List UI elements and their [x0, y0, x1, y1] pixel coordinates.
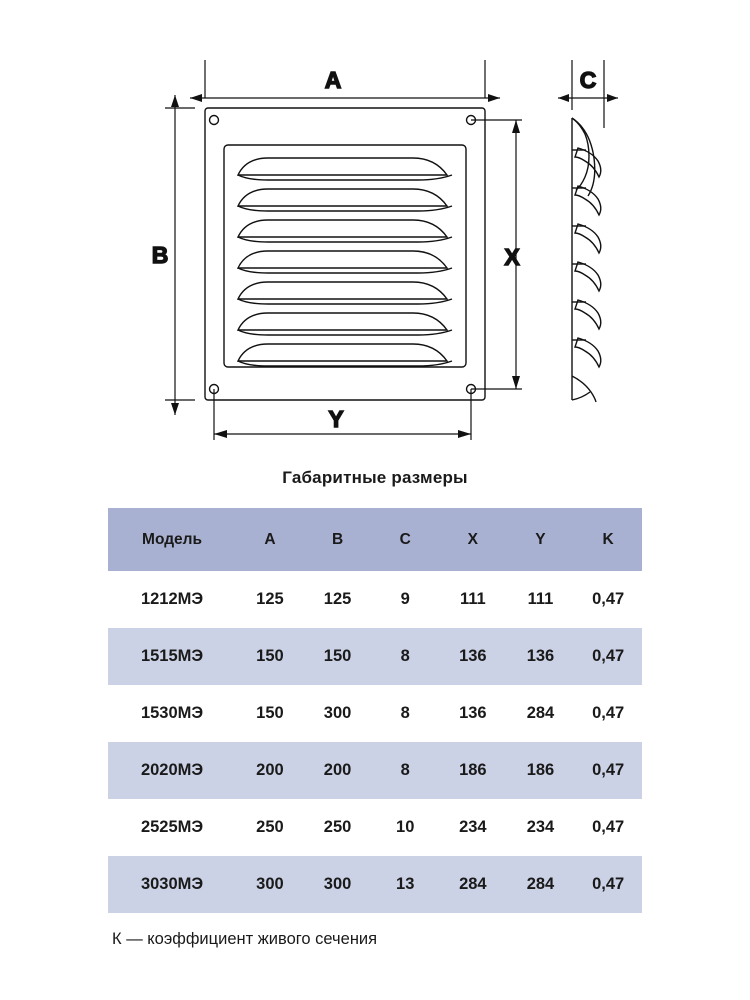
cell-model: 1515МЭ [108, 628, 236, 685]
table-row [108, 856, 642, 913]
cell-x: 111 [439, 571, 507, 628]
cell-k: 0,47 [574, 856, 642, 913]
cell-model: 3030МЭ [108, 856, 236, 913]
header-y: Y [507, 508, 575, 571]
cell-a: 150 [236, 685, 304, 742]
table-row [108, 799, 642, 856]
cell-y: 234 [507, 799, 575, 856]
table-row [108, 742, 642, 799]
label-y: Y [328, 406, 344, 432]
header-model: Модель [108, 508, 236, 571]
louver-blades [238, 158, 452, 366]
table-row [108, 685, 642, 742]
cell-model: 1212МЭ [108, 571, 236, 628]
header-a: A [236, 508, 304, 571]
cell-b: 300 [304, 856, 372, 913]
cell-c: 8 [371, 628, 439, 685]
screw-hole-top-left [210, 116, 219, 125]
table-header-row [108, 508, 642, 571]
header-x: X [439, 508, 507, 571]
dimension-a [190, 60, 500, 102]
table-footnote: К — коэффициент живого сечения [112, 930, 378, 948]
cell-x: 234 [439, 799, 507, 856]
grille-inner-frame [224, 145, 466, 367]
cell-model: 1530МЭ [108, 685, 236, 742]
cell-y: 284 [507, 685, 575, 742]
cell-y: 136 [507, 628, 575, 685]
cell-a: 250 [236, 799, 304, 856]
cell-b: 200 [304, 742, 372, 799]
side-section-view [572, 118, 601, 402]
cell-model: 2020МЭ [108, 742, 236, 799]
cell-a: 150 [236, 628, 304, 685]
spec-table [108, 508, 642, 913]
cell-k: 0,47 [574, 799, 642, 856]
spec-table-wrap [108, 508, 642, 913]
cell-c: 8 [371, 742, 439, 799]
cell-a: 125 [236, 571, 304, 628]
dimension-b [165, 95, 195, 415]
cell-a: 200 [236, 742, 304, 799]
cell-b: 150 [304, 628, 372, 685]
table-row [108, 571, 642, 628]
cell-k: 0,47 [574, 628, 642, 685]
cell-x: 136 [439, 628, 507, 685]
table-row [108, 628, 642, 685]
drawing-caption: Габаритные размеры [282, 468, 468, 487]
header-b: B [304, 508, 372, 571]
label-c: C [579, 67, 597, 93]
label-x: X [504, 244, 520, 270]
cell-c: 8 [371, 685, 439, 742]
cell-b: 125 [304, 571, 372, 628]
label-a: A [324, 67, 342, 93]
cell-x: 186 [439, 742, 507, 799]
cell-y: 186 [507, 742, 575, 799]
cell-a: 300 [236, 856, 304, 913]
cell-k: 0,47 [574, 742, 642, 799]
cell-x: 136 [439, 685, 507, 742]
cell-b: 300 [304, 685, 372, 742]
cell-b: 250 [304, 799, 372, 856]
label-b: B [151, 242, 169, 268]
cell-c: 13 [371, 856, 439, 913]
technical-drawing [0, 0, 750, 470]
header-k: K [574, 508, 642, 571]
cell-y: 284 [507, 856, 575, 913]
cell-c: 9 [371, 571, 439, 628]
cell-c: 10 [371, 799, 439, 856]
cell-x: 284 [439, 856, 507, 913]
cell-k: 0,47 [574, 571, 642, 628]
cell-k: 0,47 [574, 685, 642, 742]
cell-y: 111 [507, 571, 575, 628]
header-c: C [371, 508, 439, 571]
cell-model: 2525МЭ [108, 799, 236, 856]
